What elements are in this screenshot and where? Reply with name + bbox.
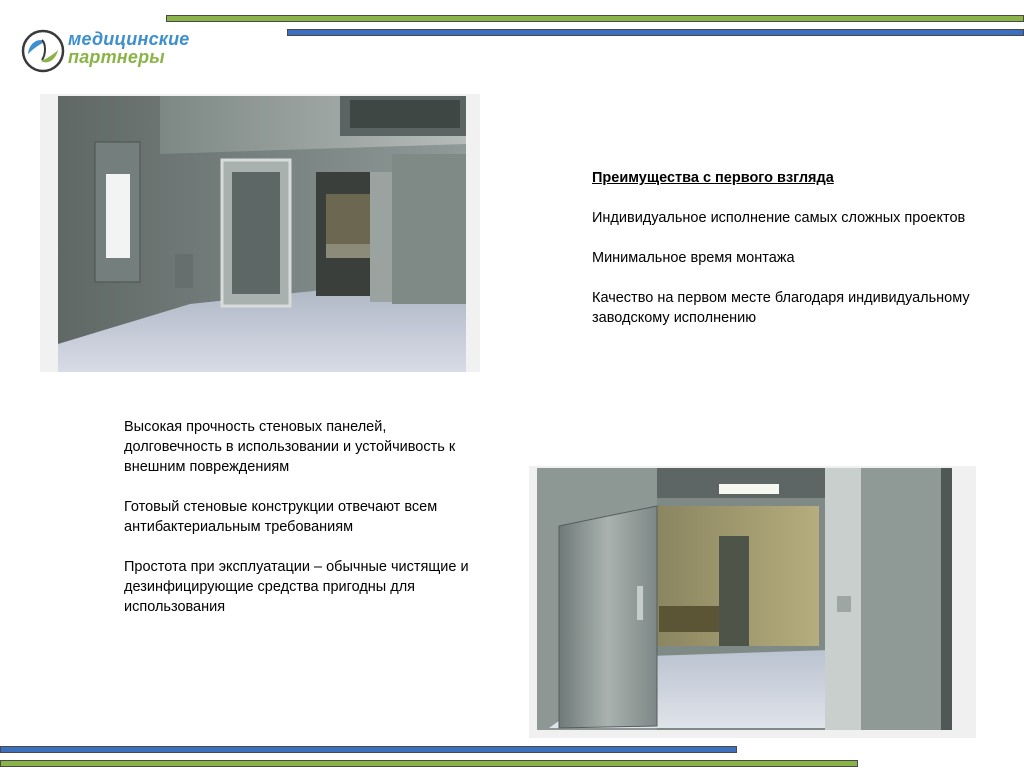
advantages-title: Преимущества с первого взгляда xyxy=(592,170,834,186)
advantage-item-1: Индивидуальное исполнение самых сложных проектов xyxy=(592,210,966,226)
logo-text xyxy=(68,30,190,66)
photo-corridor-door-icon xyxy=(40,94,480,372)
advantage-item-2: Минимальное время монтажа xyxy=(592,250,795,266)
advantage-item-3: Качество на первом месте благодаря индивидуальному заводскому исполнению xyxy=(592,290,970,326)
photo-sliding-door xyxy=(529,466,976,738)
logo-line-1: медицинские xyxy=(68,29,190,49)
feature-item-2: Готовый стеновые конструкции отвечают всем антибактериальным требованиям xyxy=(124,499,438,535)
photo-sliding-door-icon xyxy=(529,466,976,738)
bottom-blue-bar xyxy=(0,746,737,753)
top-green-bar xyxy=(166,15,1024,22)
logo-emblem-icon xyxy=(20,28,66,74)
feature-item-3: Простота при эксплуатации – обычные чистящие и дезинфицирующие средства пригодны для использования xyxy=(124,559,469,615)
logo-line-2: партнеры xyxy=(68,47,165,67)
feature-item-1: Высокая прочность стеновых панелей, долговечность в использовании и устойчивость к внешним повреждениям xyxy=(124,419,456,475)
logo xyxy=(20,26,220,78)
features-section xyxy=(124,417,469,637)
photo-corridor-door xyxy=(40,94,480,372)
advantages-section xyxy=(592,168,1002,348)
bottom-green-bar xyxy=(0,760,858,767)
top-blue-bar xyxy=(287,29,1024,36)
